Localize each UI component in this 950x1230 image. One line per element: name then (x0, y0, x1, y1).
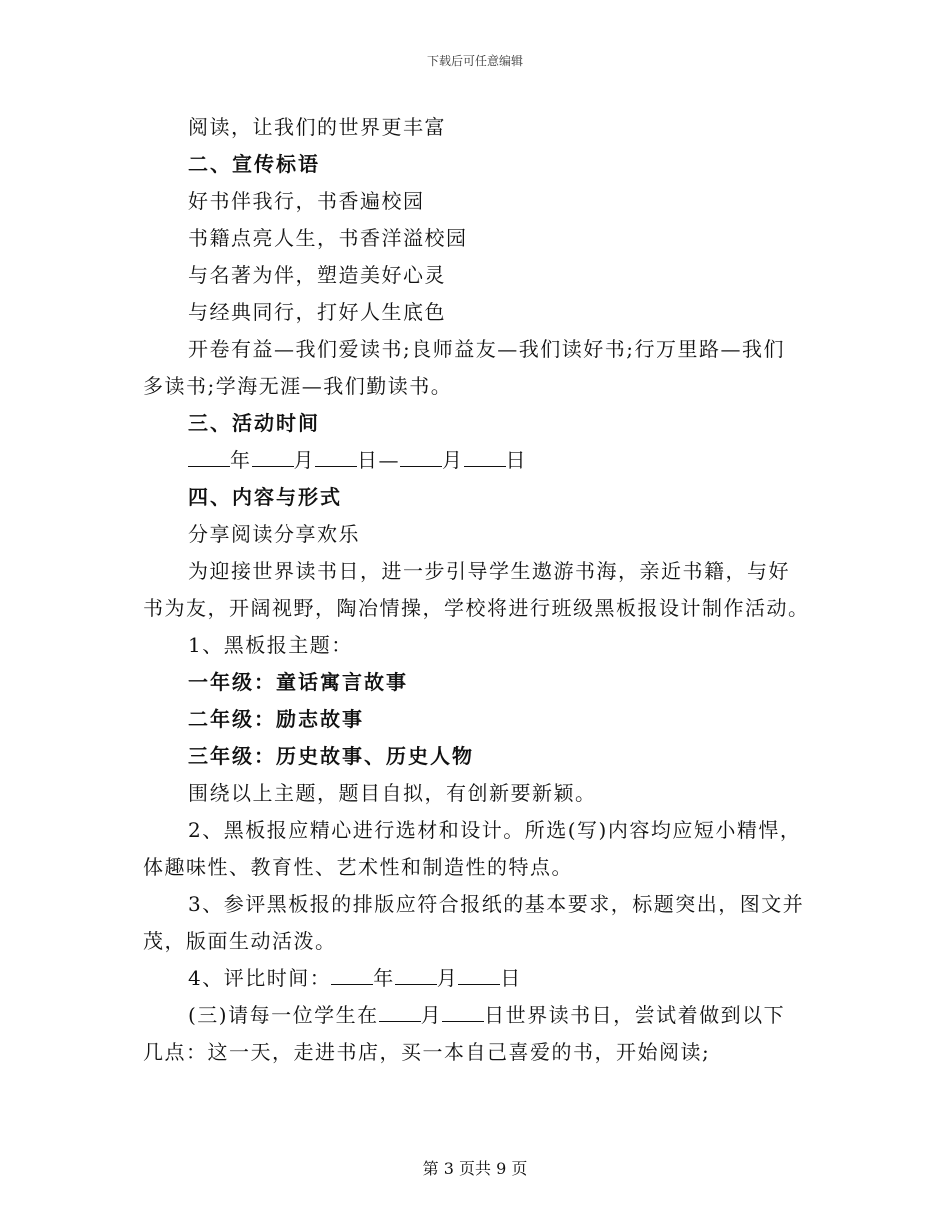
paragraph-line: 体趣味性、教育性、艺术性和制造性的特点。 (143, 855, 573, 879)
slogan-line: 与名著为伴，塑造美好心灵 (188, 263, 446, 287)
blank-field (252, 448, 294, 467)
paragraph-line: 多读书;学海无涯—我们勤读书。 (143, 374, 453, 398)
blank-field (331, 966, 373, 985)
date-month-label: 月 (293, 448, 315, 472)
blank-field (458, 966, 500, 985)
paragraph-line: 为迎接世界读书日，进一步引导学生遨游书海，亲近书籍，与好 (188, 559, 790, 583)
paragraph-line: 围绕以上主题，题目自拟，有创新要新颖。 (188, 781, 597, 805)
section-heading: 三、活动时间 (188, 411, 320, 435)
paragraph-line (188, 1003, 868, 1027)
date-month-label: 月 (436, 966, 459, 990)
blank-field (400, 448, 442, 467)
grade-theme-line: 三年级：历史故事、历史人物 (188, 744, 474, 768)
date-day-label: 日 (500, 966, 522, 990)
slogan-line: 好书伴我行，书香遍校园 (188, 189, 425, 213)
paragraph-line: 1、黑板报主题： (188, 633, 353, 657)
paragraph-line: 阅读，让我们的世界更丰富 (188, 115, 446, 139)
paragraph-line: 2、黑板报应精心进行选材和设计。所选(写)内容均应短小精悍， (188, 818, 802, 842)
section-heading: 四、内容与形式 (188, 485, 342, 509)
paragraph-line: 几点：这一天，走进书店，买一本自己喜爱的书，开始阅读; (143, 1040, 711, 1064)
grade-theme-line: 二年级：励志故事 (188, 707, 364, 731)
paragraph-line: 3、参评黑板报的排版应符合报纸的基本要求，标题突出，图文并 (188, 892, 805, 916)
third-prefix: (三)请每一位学生在 (188, 1003, 379, 1027)
third-suffix: 日世界读书日，尝试着做到以下 (484, 1003, 786, 1027)
section-heading: 二、宣传标语 (188, 152, 320, 176)
slogan-line: 与经典同行，打好人生底色 (188, 300, 446, 324)
grade-theme-line: 一年级：童话寓言故事 (188, 670, 408, 694)
paragraph-line: 书为友，开阔视野，陶冶情操，学校将进行班级黑板报设计制作活动。 (143, 596, 810, 620)
page-footer: 第 3 页共 9 页 (422, 1159, 528, 1178)
date-day-label: 日 (505, 448, 527, 472)
paragraph-line: 茂，版面生动活泼。 (143, 929, 337, 953)
paragraph-line: 开卷有益—我们爱读书;良师益友—我们读好书;行万里路—我们 (188, 337, 785, 361)
date-year-label: 年 (373, 966, 395, 990)
evaluation-prefix: 4、评比时间： (188, 966, 332, 990)
blank-field (188, 448, 230, 467)
blank-field (464, 448, 506, 467)
date-month-label: 月 (420, 1003, 443, 1027)
blank-field (442, 1003, 484, 1022)
paragraph-line: 分享阅读分享欢乐 (188, 522, 360, 546)
date-year-label: 年 (230, 448, 252, 472)
date-day-dash-label: 日— (357, 448, 400, 472)
slogan-line: 书籍点亮人生，书香洋溢校园 (188, 226, 468, 250)
date-month-label: 月 (442, 448, 464, 472)
evaluation-date-line (188, 966, 868, 990)
page-header: 下载后可任意编辑 (426, 54, 523, 68)
blank-field (379, 1003, 421, 1022)
blank-field (395, 966, 437, 985)
blank-field (315, 448, 357, 467)
activity-date-line (188, 448, 868, 472)
